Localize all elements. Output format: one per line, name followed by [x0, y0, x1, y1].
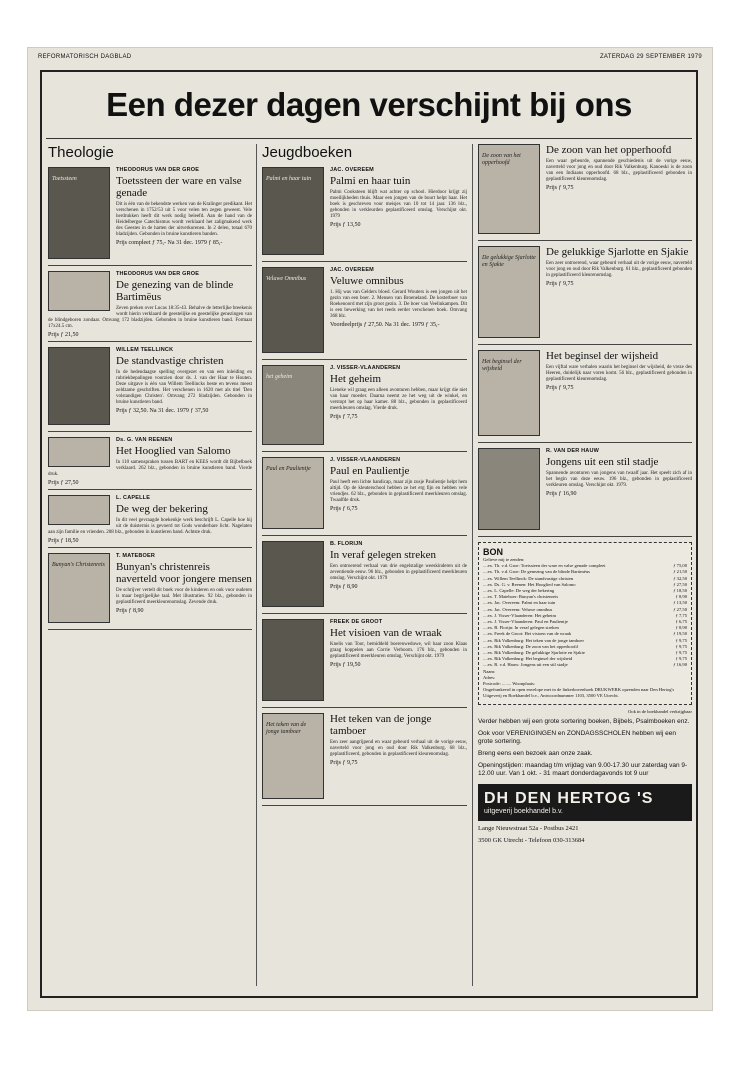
book-title: De gelukkige Sjarlotte en Sjakie	[546, 246, 689, 258]
book-listing	[262, 619, 467, 708]
book-description: Een zeer aangrijpend en waar gebeurd verhaal uit de vorige eeuw, naverteld voor jong en oud door Rik Valkenburg. 68 blz., geplastificeerd, gebonden in geplastificeerd kleurenomslag.	[330, 740, 467, 757]
publisher-logo-block	[478, 784, 692, 821]
book-description: Dit is één van de bekendste werken van de Kralinger predikant. Het verschenen in 1752/53 uit 5 voor velen ten zegen geweest. Vele herdrukken heeft dit werk nodig beleefd. Aan de hand van de Heidelbergse Catechismus wordt verklaard het zaligmakend werk des Geestes in de harten der uitverkorenen. In 2 delen, totaal 670 bladzijden. Gebonden in bruine kunstleren banden.	[116, 202, 252, 237]
book-cover-image	[48, 495, 110, 525]
coupon-line-price: ƒ 8,90	[675, 625, 687, 631]
coupon-line-price: ƒ 6,75	[675, 619, 687, 625]
book-cover-caption: het geheim	[266, 374, 293, 380]
publisher-mark-icon: DH	[484, 789, 510, 807]
book-price: Prijs ƒ 19,50	[330, 662, 361, 668]
book-description: In 110 samenspraken tussen BART en KEES wordt dit Bijbelboek verklaard. 262 blz., gebonden in bruine kunstleren band. Vierde druk.	[48, 460, 252, 477]
book-listing	[478, 448, 692, 537]
book-price: Prijs ƒ 21,50	[48, 332, 79, 338]
book-listing	[48, 495, 252, 548]
book-price: Prijs ƒ 7,75	[330, 414, 358, 420]
coupon-line-price: ƒ 13,50	[673, 600, 687, 606]
column-divider-1	[256, 144, 257, 986]
book-listing	[48, 437, 252, 490]
coupon-heading: BON	[483, 547, 503, 557]
book-cover-caption: Toetssteen	[52, 176, 77, 182]
book-listing	[262, 457, 467, 536]
book-price: Prijs ƒ 9,75	[546, 385, 574, 391]
book-title: De zoon van het opperhoofd	[546, 144, 672, 156]
book-cover-image	[478, 144, 540, 234]
coupon-line-title: ....ex. Th. v.d. Groe: Toetssteen der ware en valse genade compleet	[483, 563, 606, 569]
book-description: Knelis van Toor, bemiddeld boerenweduwe, wil haar zoon Klaas graag koppelen aan Corrie Verboom. 176 blz., gebonden in geplastificeerd meerkleuren omslag. Verschijnt okt. 1979	[330, 642, 467, 659]
coupon-line-title: ....ex. J. Visser-Vlaanderen: Paul en Paulientje	[483, 619, 568, 625]
book-listing	[478, 246, 692, 345]
book-listing	[262, 365, 467, 452]
running-header	[38, 54, 702, 64]
book-cover-image	[262, 541, 324, 607]
book-title: Bunyan's christenreis naverteld voor jongere mensen	[116, 561, 252, 585]
book-cover-image	[48, 167, 110, 259]
coupon-line-title: ....ex. Freek de Groot: Het visioen van de wraak	[483, 631, 572, 637]
coupon-line-title: ....ex. Rik Valkenburg: De gelukkige Sjarlotte en Sjakie	[483, 650, 585, 656]
book-cover-image	[262, 619, 324, 701]
book-title: Het Hooglied van Salomo	[116, 445, 231, 457]
book-price: Prijs ƒ 18,50	[48, 538, 79, 544]
coupon-line-price: ƒ 18,50	[673, 588, 687, 594]
coupon-line-title: ....ex. Rik Valkenburg: De zoon van het opperhoofd	[483, 643, 578, 649]
book-author: R. VAN DER HAUW	[546, 448, 600, 454]
book-author: L. CAPELLE	[116, 495, 151, 501]
book-cover-image	[48, 437, 110, 467]
book-author: B. FLORIJN	[330, 541, 363, 547]
book-author: J. VISSER-VLAANDEREN	[330, 365, 401, 371]
book-title: Toetssteen der ware en valse genade	[116, 175, 242, 199]
coupon-line-price: ƒ 7,75	[675, 612, 687, 618]
book-price: Prijs ƒ 9,75	[546, 281, 574, 287]
book-price: Prijs ƒ 9,75	[546, 185, 574, 191]
coupon-line-price: ƒ 75,00	[673, 563, 687, 569]
right-column	[478, 144, 692, 990]
book-price: Prijs compleet ƒ 75,- Na 31 dec. 1979 ƒ 85,-	[116, 240, 223, 246]
book-cover-caption: Het teken van de jonge tamboer	[266, 722, 307, 735]
book-price: Voordeelprijs ƒ 27,50. Na 31 dec. 1979 ƒ 35,-	[330, 322, 440, 328]
book-author: THEODORUS VAN DER GROE	[116, 271, 200, 277]
coupon-line-title: ....ex. Jac. Overeem: Veluwe omnibus	[483, 606, 553, 612]
book-cover-caption: Palmi en haar tuin	[266, 176, 312, 182]
publisher-name-text: DEN HERTOG 'S	[515, 789, 654, 807]
book-description: Een vijftal ware verhalen waarin het beginsel der wijsheid, de vreze des Heeren, duidelijk naar voren komt. 56 blz., geplastificeerd gebonden in geplastificeerd kleurenomslag.	[546, 365, 692, 382]
headline-rule	[46, 138, 692, 139]
store-info-paragraph: Verder hebben wij een grote sortering boeken, Bijbels, Psalmboeken enz.	[478, 717, 690, 725]
book-description: In de hedendaagse spelling overgezet en van een inleiding en rubriekbepalingen voorzien door ds. J. van der Haar te Houten. Deze uitgave is één van Willem Teellincks beste en tevens meest zeldzame geschriften. Het verschenen in 1620 met als titel 'Den volstandigen Christen'. Omvang 272 bladzijden. Gebonden in bruine kunstleren band.	[116, 370, 252, 405]
coupon-line-title: ....ex. Th. v.d. Groe: De genezing van de blinde Bartimëus	[483, 569, 590, 575]
book-listing	[262, 267, 467, 360]
coupon-line-title: ....ex. Willem Teellinck: De standvastige christen	[483, 575, 574, 581]
publisher-tagline: uitgeverij boekhandel b.v.	[484, 807, 563, 815]
book-listing	[262, 167, 467, 262]
book-cover-image	[262, 457, 324, 529]
coupon-line-price: ƒ 9,75	[675, 656, 687, 662]
column-divider-2	[472, 144, 473, 986]
book-price: Prijs ƒ 6,75	[330, 506, 358, 512]
book-cover-caption: Het beginsel der wijsheid	[482, 359, 522, 372]
book-listing	[478, 350, 692, 443]
book-description: 1. Hij was van Gelders bloed. Gerard Wouters is een jongen uit het gezin van een boer. 2. Mensen van Broeneland. De kosterboer van Roekenoord met zijn groot gezin. 3. De boer van Veelinkampen. Dit is een bewerking van het reeds eerder verschenen boek. Omvang 368 blz.	[330, 290, 467, 319]
book-cover-image	[478, 448, 540, 530]
book-listing	[262, 541, 467, 614]
coupon-line-title: ....ex. Ds. G. v. Reenen: Het Hooglied van Salomo	[483, 581, 576, 587]
book-description: In dit veel gevraagde boekenkje werk beschrijft L. Capelle hoe hij uit de duisternis is gevoerd tot Gods wonderbare licht. Nagelaten aan zijn familie en vrienden. 208 blz., gebonden in kunstleren band. Achtste druk.	[48, 518, 252, 535]
coupon-subheading: Gelieve mij te zenden:	[483, 557, 525, 562]
book-description: Spannende avonturen van jongens van twaalf jaar. Het speelt zich af in het begin van deze eeuw. 196 blz., gebonden in geplastificeerd verkleuren omslag. Verschijnt okt. 1979.	[546, 471, 692, 488]
publisher-address: 3500 GK Utrecht - Telefoon 030-313684	[478, 836, 585, 844]
publisher-address: Lange Nieuwstraat 52a - Postbus 2421	[478, 824, 579, 832]
book-title: De weg der bekering	[116, 503, 208, 515]
order-coupon	[478, 542, 692, 705]
book-author: THEODORUS VAN DER GROE	[116, 167, 200, 173]
book-cover-image	[48, 553, 110, 623]
coupon-line-price: ƒ 27,50	[673, 581, 687, 587]
coupon-line-title: ....ex. R. v.d. Hauw: Jongens uit een stil stadje	[483, 662, 568, 668]
book-cover-caption: Paul en Paulientje	[266, 466, 311, 472]
book-price: Prijs ƒ 9,75	[330, 760, 358, 766]
book-title: De genezing van de blinde Bartimëus	[116, 279, 234, 303]
book-title: De standvastige christen	[116, 355, 224, 367]
book-title: Palmi en haar tuin	[330, 175, 411, 187]
book-listing	[478, 144, 692, 241]
coupon-line-title: ....ex. B. Florijn: In veraf gelegen streken	[483, 625, 559, 631]
book-author: JAC. OVEREEM	[330, 167, 374, 173]
store-info-paragraph: Breng eens een bezoek aan onze zaak.	[478, 749, 593, 757]
book-description: Palmi Cooksteen blijft wat achter op school. Hierdoor krijgt zij moeilijkheden thuis. Maar een jongen van de buurt helpt haar. Het boek is geschreven voor meisjes van 10 tot 14 jaar. 136 blz., gebonden in verkleurden geplastificeerd omslag. Verschijnt okt. 1979	[330, 190, 467, 219]
coupon-mailing-note: Ongefrankeerd in open envelope met in de linkerbovenhoek DRUKWERK opzenden naar Den Hertog's Uitgeverij en Boekhandel b.v., Antwoordnummer 1103, 3500 VE Utrecht.	[483, 687, 675, 699]
book-cover-image	[262, 713, 324, 799]
coupon-line-price: ƒ 9,75	[675, 643, 687, 649]
coupon-line-price: ƒ 32,50	[673, 575, 687, 581]
book-price: Prijs ƒ 8,90	[116, 608, 144, 614]
book-author: FREEK DE GROOT	[330, 619, 383, 625]
book-price: Prijs ƒ 32,50. Na 31 dec. 1979 ƒ 37,50	[116, 408, 209, 414]
book-listing	[48, 553, 252, 630]
book-title: Het teken van de jonge tamboer	[330, 713, 432, 737]
coupon-line-price: ƒ 9,75	[675, 637, 687, 643]
store-info-paragraph: Ook voor VERENIGINGEN en ZONDAGSSCHOLEN hebben wij een grote sortering.	[478, 729, 676, 745]
book-description: Een zeer ontroerend, waar gebeurd verhaal uit de vorige eeuw, naverteld voor jong en oud door Rik Valkenburg. 61 blz., geplastificeerd gebonden in geplastificeerd kleurenomslag.	[546, 261, 692, 278]
store-info-paragraph: Openingstijden: maandag t/m vrijdag van 9.00-17.30 uur zaterdag van 9-12.00 uur. Van 1 okt. - 31 maart donderdagavonds tot 9 uur	[478, 761, 688, 777]
book-description: Een waar gebeurde, spannende geschiedenis uit de vorige eeuw, naverteld voor jong en oud door Rik Valkenburg. Kanoeski is de zoon van een Indiaans opperhoofd. 68 blz., geplastificeerd gebonden in geplastificeerd kleurenomslag.	[546, 159, 692, 182]
book-cover-image	[262, 267, 324, 353]
section-heading-theology: Theologie	[48, 144, 114, 161]
coupon-field[interactable]: Postcode: ........ Woonplaats:	[483, 681, 536, 687]
theology-column	[48, 144, 252, 990]
book-listing	[48, 347, 252, 432]
book-listing	[48, 167, 252, 266]
coupon-field[interactable]: Adres:	[483, 674, 496, 680]
coupon-line-price: ƒ 19,50	[673, 631, 687, 637]
book-cover-caption: Veluwe Omnibus	[266, 276, 307, 282]
coupon-line-price: ƒ 16,90	[673, 662, 687, 668]
publisher-name	[484, 790, 686, 808]
book-cover-image	[478, 246, 540, 338]
section-heading-youth: Jeugdboeken	[262, 144, 353, 161]
book-description: Een ontroerend verhaal van drie engelstalige weeskinderen uit de zeventiende eeuw. 96 blz., gebonden in geplastificeerd meerkleuren omslag. Verschijnt okt. 1979	[330, 564, 467, 581]
coupon-line-title: ....ex. Rik Valkenburg: Het teken van de jonge tamboer	[483, 637, 584, 643]
coupon-footnote: Ook in de boekhandel verkrijgbaar	[627, 708, 692, 714]
book-title: Veluwe omnibus	[330, 275, 404, 287]
book-title: In veraf gelegen streken	[330, 549, 436, 561]
book-cover-image	[478, 350, 540, 436]
book-cover-image	[48, 347, 110, 425]
coupon-line-price: ƒ 8,90	[675, 594, 687, 600]
book-listing	[48, 271, 252, 342]
book-title: Jongens uit een stil stadje	[546, 456, 659, 468]
book-price: Prijs ƒ 8,90	[330, 584, 358, 590]
book-description: Lieneke wil graag een alleen avonturen hebben, maar krijgt die niet van haar moeder. Daarna neemt ze het weg uit de winkel, en verstopt het op haar kamer. 88 blz., gebonden in geplastificeerd meerkleuren omslag. Vierde druk.	[330, 388, 467, 411]
coupon-line-price: ƒ 21,50	[673, 569, 687, 575]
book-description: Paul heeft een lichte handicap, maar zijn zusje Paulientje helpt hem altijd. Op de kleuterschool hebben ze het erg fijn en hebben vele vriendjes. 62 blz., gebonden in geplastificeerd meerkleuren omslag. Twaalfde druk.	[330, 480, 467, 503]
book-author: Ds. G. VAN REENEN	[116, 437, 173, 443]
ad-headline: Een dezer dagen verschijnt bij ons	[106, 86, 632, 123]
coupon-line-title: ....ex. Rik Valkenburg: Het beginsel der wijsheid	[483, 656, 573, 662]
book-author: WILLEM TEELLINCK	[116, 347, 174, 353]
coupon-line-price: ƒ 9,75	[675, 650, 687, 656]
book-description: Zeven preken over Lucas 18:35-43. Behalve de letterlijke breekenis wordt hierin verklaard de geestelijke en geestelijke genezingen van de blindgeboren zondaar. Omvang 172 bladzijden. Gebonden in bruine kunstleren band. Formaat 17x24.5 cm.	[48, 306, 252, 329]
advertisement-frame	[40, 70, 698, 998]
issue-date: ZATERDAG 29 SEPTEMBER 1979	[599, 54, 702, 60]
book-cover-image	[48, 271, 110, 311]
newspaper-name: REFORMATORISCH DAGBLAD	[38, 54, 132, 60]
newspaper-page	[28, 48, 712, 1010]
book-title: Paul en Paulientje	[330, 465, 410, 477]
coupon-line-title: ....ex. Jac. Overeem: Palmi en haar tuin	[483, 600, 556, 606]
book-price: Prijs ƒ 16,90	[546, 491, 577, 497]
book-description: De schrijver vertelt dit boek voor de kinderen en ook voor ouderen is maar begrijpelijke taal. Met illustraties. 92 blz., gebonden in geplastificeerd meerkleurenomslag. Zevende druk.	[116, 588, 252, 605]
book-title: Het visioen van de wraak	[330, 627, 442, 639]
book-author: T. MATEBOER	[116, 553, 156, 559]
coupon-line-title: ....ex. J. Visser-Vlaanderen: Het geheim	[483, 612, 557, 618]
book-price: Prijs ƒ 13,50	[330, 222, 361, 228]
book-cover-image	[262, 167, 324, 255]
book-cover-caption: De zoon van het opperhoofd	[482, 153, 521, 166]
youth-books-column	[262, 144, 467, 990]
book-author: J. VISSER-VLAANDEREN	[330, 457, 401, 463]
coupon-line-title: ....ex. L. Capelle: De weg der bekering	[483, 588, 555, 594]
book-cover-caption: Bunyan's Christenreis	[52, 562, 105, 568]
coupon-line-title: ....ex. T. Mateboer: Bunyan's christenreis	[483, 594, 559, 600]
book-author: JAC. OVEREEM	[330, 267, 374, 273]
book-title: Het beginsel der wijsheid	[546, 350, 659, 362]
book-listing	[262, 713, 467, 806]
book-cover-caption: De gelukkige Sjarlotte en Sjakie	[482, 255, 536, 268]
coupon-field[interactable]: Naam:	[483, 668, 496, 674]
book-cover-image	[262, 365, 324, 445]
book-price: Prijs ƒ 27,50	[48, 480, 79, 486]
book-title: Het geheim	[330, 373, 382, 385]
coupon-line-price: ƒ 27,50	[673, 606, 687, 612]
